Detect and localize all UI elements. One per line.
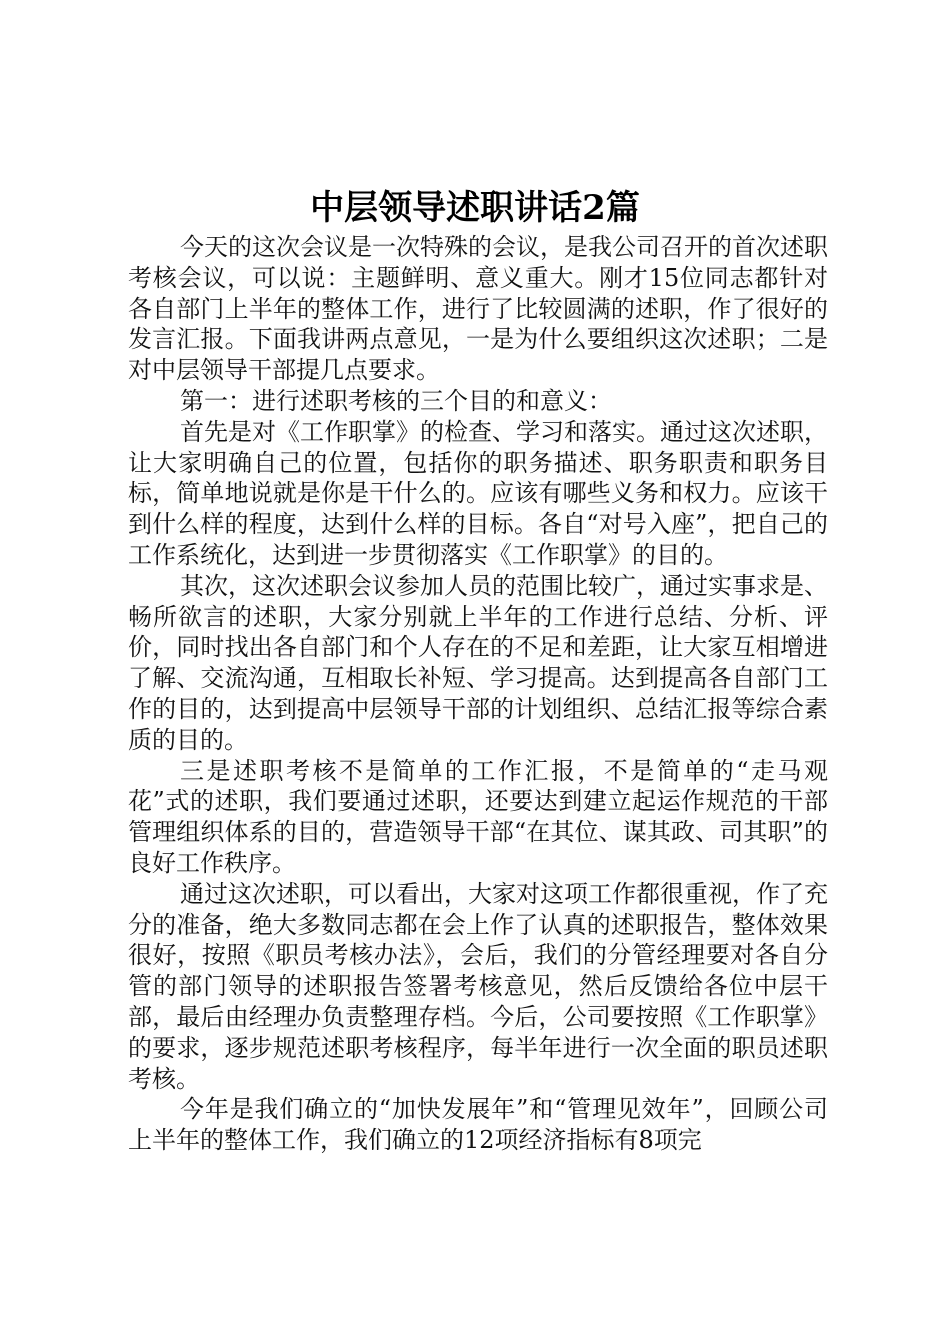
document-body bbox=[128, 232, 828, 1156]
paragraph-1: 今天的这次会议是一次特殊的会议，是我公司召开的首次述职考核会议，可以说：主题鲜明、意义重大。刚才15位同志都针对各自部门上半年的整体工作，进行了比较圆满的述职，作了很好的发言汇报。下面我讲两点意见，一是为什么要组织这次述职；二是对中层领导干部提几点要求。 bbox=[128, 233, 828, 385]
paragraph-4: 其次，这次述职会议参加人员的范围比较广，通过实事求是、畅所欲言的述职，大家分别就上半年的工作进行总结、分析、评价，同时找出各自部门和个人存在的不足和差距，让大家互相增进了解、交流沟通，互相取长补短、学习提高。达到提高各自部门工作的目的，达到提高中层领导干部的计划组织、总结汇报等综合素质的目的。 bbox=[128, 571, 828, 754]
paragraph-5: 三是述职考核不是简单的工作汇报，不是简单的“走马观花”式的述职，我们要通过述职，还要达到建立起运作规范的干部管理组织体系的目的，营造领导干部“在其位、谋其政、司其职”的良好工作秩序。 bbox=[128, 756, 828, 877]
paragraph-3: 首先是对《工作职掌》的检查、学习和落实。通过这次述职，让大家明确自己的位置，包括你的职务描述、职务职责和职务目标，简单地说就是你是干什么的。应该有哪些义务和权力。应该干到什么样的程度，达到什么样的目标。各自“对号入座”，把自己的工作系统化，达到进一步贯彻落实《工作职掌》的目的。 bbox=[128, 417, 828, 569]
document-title: 中层领导述职讲话2篇 bbox=[310, 188, 640, 228]
paragraph-2: 第一：进行述职考核的三个目的和意义： bbox=[180, 386, 612, 415]
paragraph-6: 通过这次述职，可以看出，大家对这项工作都很重视，作了充分的准备，绝大多数同志都在会上作了认真的述职报告，整体效果很好，按照《职员考核办法》，会后，我们的分管经理要对各自分管的部门领导的述职报告签署考核意见，然后反馈给各位中层干部，最后由经理办负责整理存档。今后，公司要按照《工作职掌》的要求，逐步规范述职考核程序，每半年进行一次全面的职员述职考核。 bbox=[128, 879, 828, 1093]
paragraph-7: 今年是我们确立的“加快发展年”和“管理见效年”，回顾公司上半年的整体工作，我们确立的12项经济指标有8项完 bbox=[128, 1095, 828, 1155]
